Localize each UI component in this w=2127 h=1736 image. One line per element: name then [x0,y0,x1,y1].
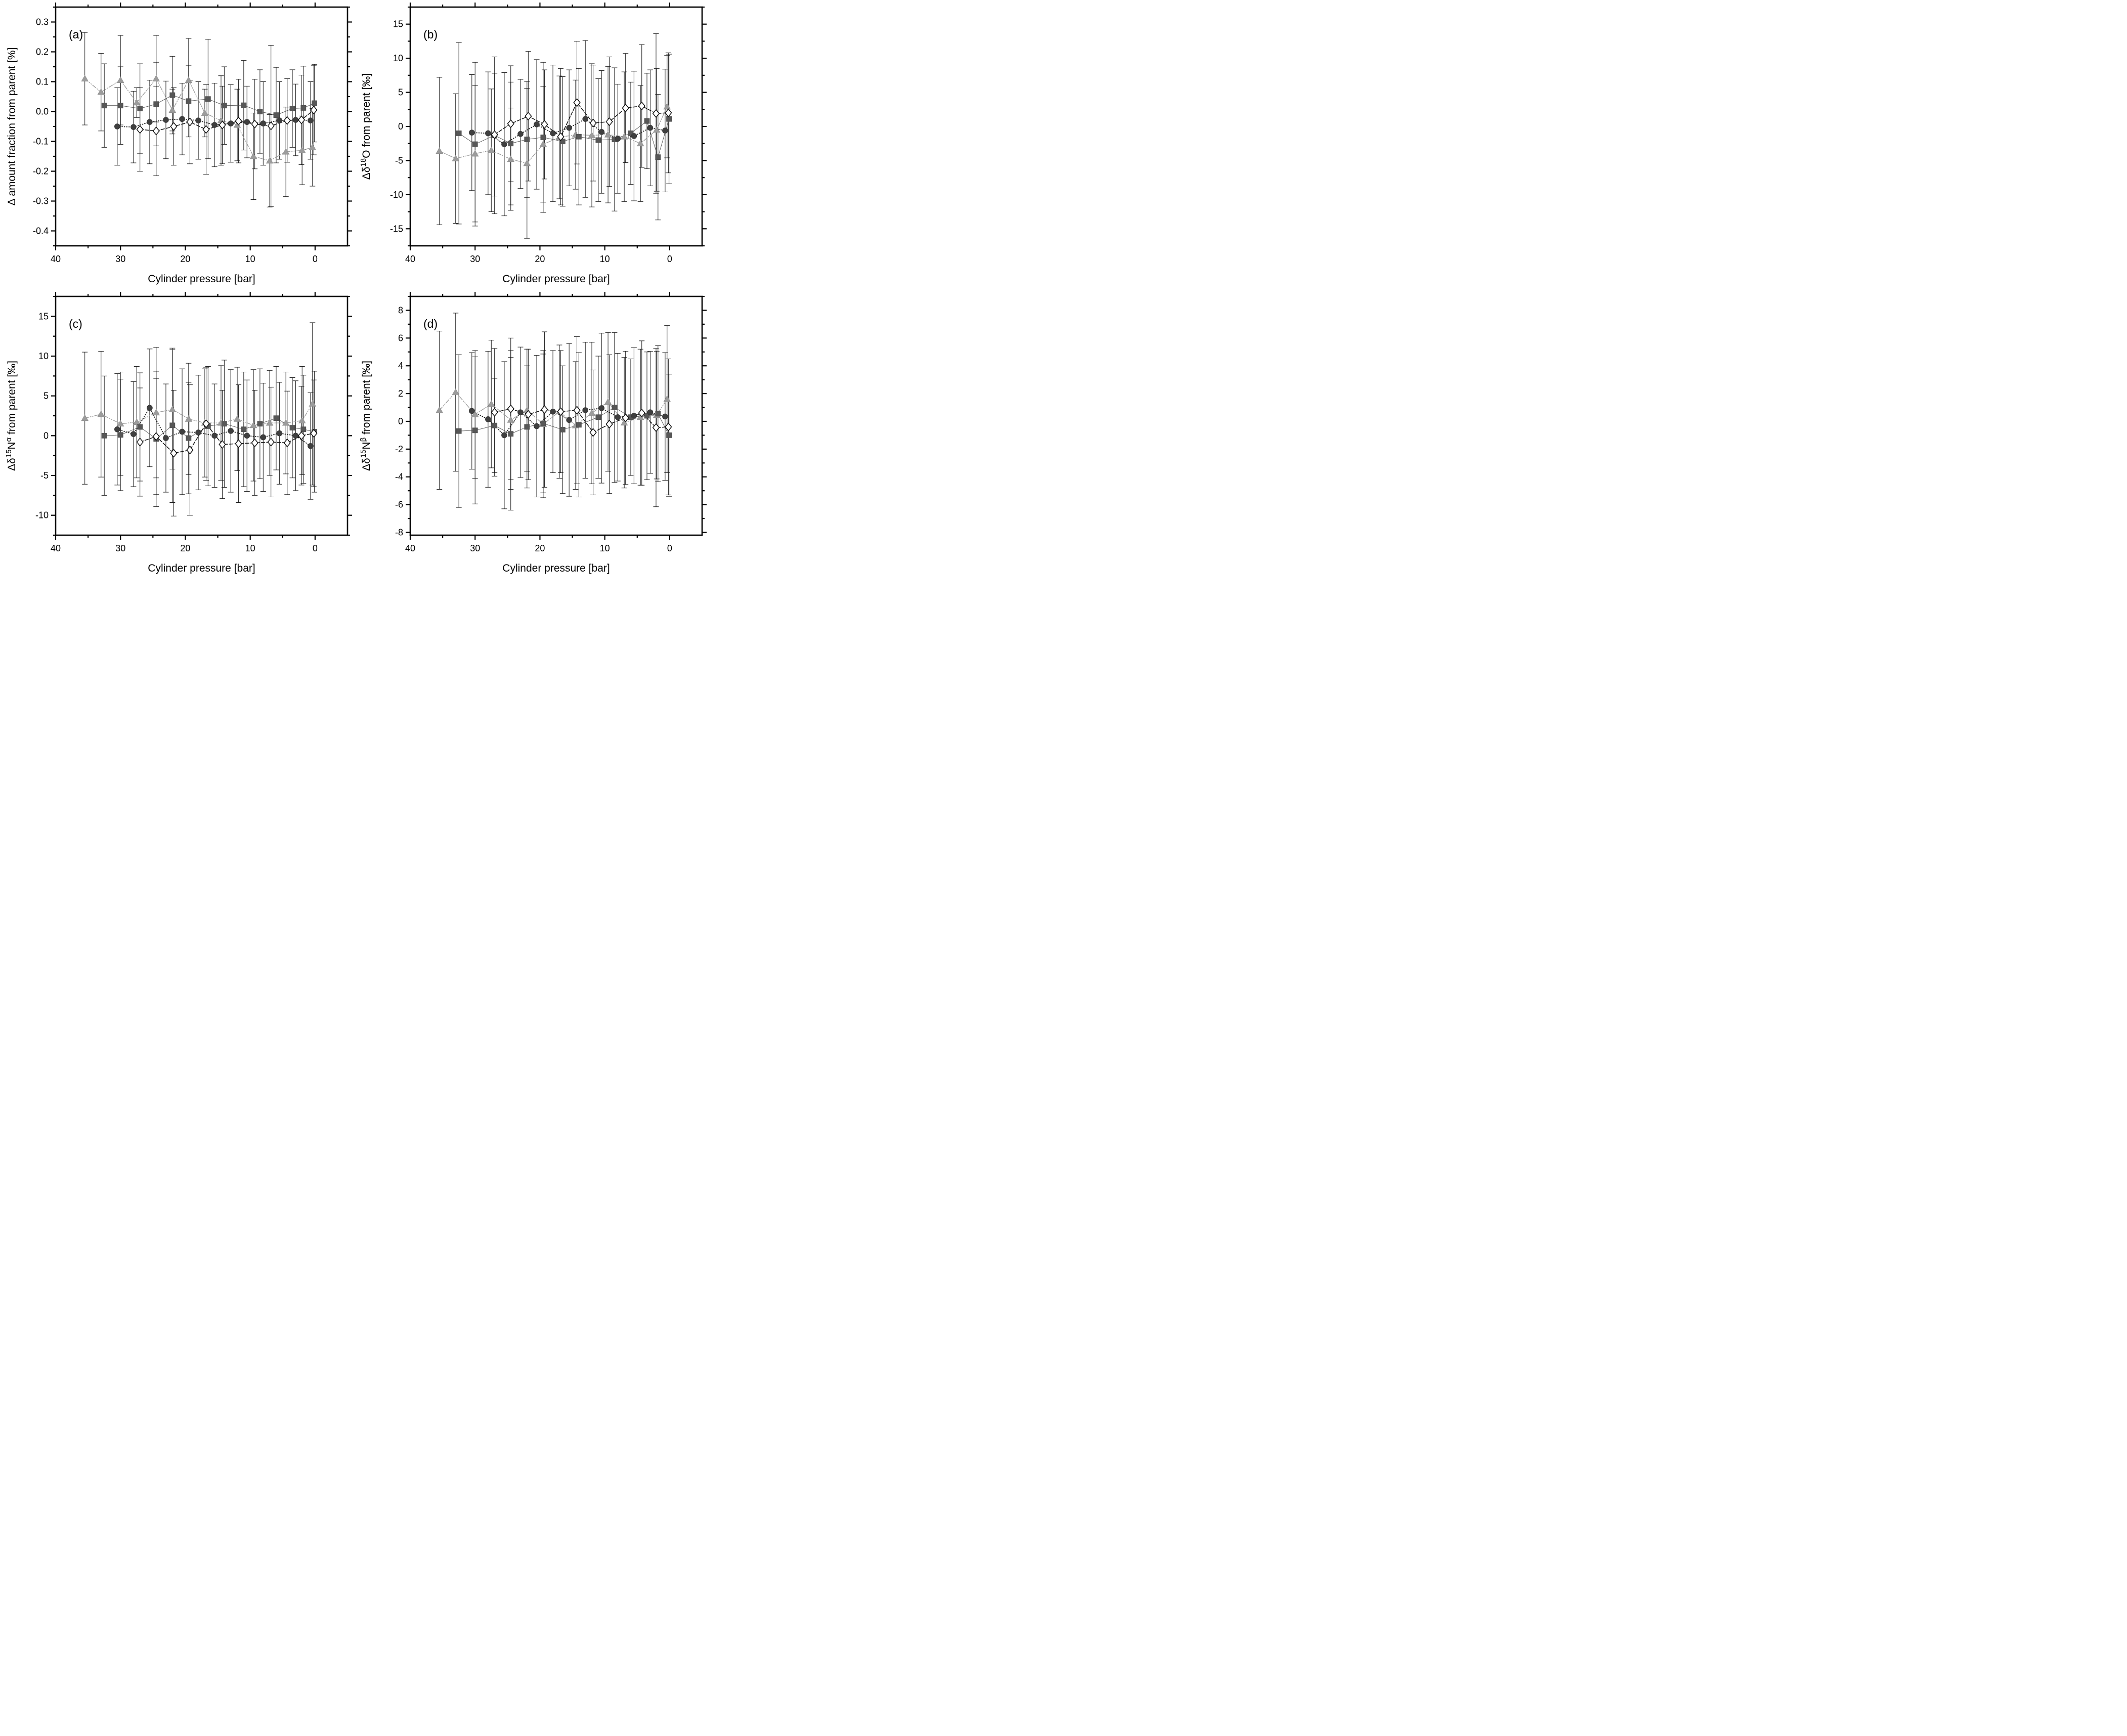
plot-border [56,7,348,246]
triangle-marker [540,141,546,147]
square-marker [222,421,227,426]
circle-marker [244,433,250,439]
square-marker [492,423,497,428]
circle-marker [663,128,668,134]
panel-c [0,289,355,579]
circle-marker [567,417,572,423]
diamond-marker [622,104,628,112]
y-tick-label: 0 [398,416,403,426]
square-marker [508,141,513,146]
triangle-marker [604,399,611,405]
circle-marker [293,117,298,123]
circle-marker [583,116,588,122]
x-tick-label: 20 [180,254,191,264]
square-marker [525,137,530,142]
square-marker [644,118,649,123]
circle-marker [180,429,185,435]
triangle-marker [664,396,670,402]
circle-marker [599,406,604,411]
y-tick-label: 8 [398,305,403,316]
circle-marker [518,410,524,415]
circle-marker [244,119,250,125]
circle-marker [663,414,668,419]
square-marker [118,432,123,438]
square-marker [541,135,546,140]
x-axis-label: Cylinder pressure [bar] [502,562,610,574]
four-panel-isotope-figure [0,0,709,579]
x-tick-label: 30 [470,254,481,264]
x-tick-label: 20 [535,254,545,264]
y-tick-label: -0.4 [32,226,49,236]
circle-series-line [472,119,665,144]
circle-marker [228,428,234,433]
panel-letter: (c) [69,317,82,330]
y-tick-label: 0 [43,430,49,441]
square-marker [274,113,279,118]
square-marker [596,415,601,420]
triangle-marker [98,89,104,95]
axis-ticks [51,292,352,540]
circle-marker [228,121,234,126]
circle-marker [631,413,637,419]
diamond-marker [606,118,612,125]
square-marker [138,424,143,429]
x-axis-label: Cylinder pressure [bar] [148,562,255,574]
triangle-marker [452,389,459,395]
square-marker [301,105,306,110]
triangle-marker [134,419,140,425]
diamond-marker [137,438,143,446]
circle-marker [114,124,120,129]
y-tick-label: -4 [395,471,403,482]
diamond-marker [590,119,596,127]
triangle-marker [588,410,595,416]
triangle-marker [507,417,514,423]
circle-marker [583,408,588,413]
circle-marker [163,436,169,441]
diamond-marker [508,405,514,413]
y-tick-label: -15 [389,224,403,234]
x-tick-label: 10 [599,543,610,553]
diamond-marker [268,122,274,129]
square-marker [170,93,175,98]
circle-series-markers [114,116,313,130]
square-marker [241,103,246,108]
square-marker [290,106,295,111]
diamond-marker [541,120,547,128]
x-tick-label: 40 [405,543,416,553]
square-marker [525,424,530,429]
x-tick-label: 30 [470,543,481,553]
circle-marker [163,117,169,123]
x-tick-label: 0 [312,543,318,553]
triangle-marker [267,420,273,426]
panel-b-chart [355,0,709,289]
diamond-error-bars [492,332,671,507]
x-tick-label: 10 [245,254,255,264]
panel-a-chart [0,0,355,289]
y-tick-label: 2 [398,388,403,399]
circle-marker [615,414,621,420]
axis-ticks [406,3,707,250]
panel-letter: (a) [69,28,83,41]
circle-marker [147,119,153,125]
circle-marker [261,121,266,126]
diamond-marker [284,439,290,447]
square-marker [257,421,263,426]
y-tick-label: -5 [40,470,49,481]
square-marker [312,101,317,106]
square-marker [301,427,306,432]
circle-marker [212,433,218,439]
triangle-series-markers [81,401,316,428]
y-axis-label: $\Delta\delta^{18}O$ from parent [‰] [359,73,372,180]
square-marker [102,433,107,438]
diamond-marker [665,109,671,116]
diamond-marker [153,127,159,135]
triangle-marker [169,406,176,412]
triangle-marker [153,75,159,81]
square-series-markers [102,416,317,442]
square-marker [138,106,143,111]
circle-marker [180,116,185,122]
square-marker [667,432,672,438]
circle-marker [534,122,540,127]
diamond-marker [251,439,257,447]
y-tick-label: 10 [393,53,403,64]
square-marker [186,99,191,104]
square-marker [274,416,279,421]
y-axis-label: $\Delta\delta^{15}N^\alpha$ from parent [‰] [5,361,18,471]
diamond-marker [268,438,274,446]
triangle-marker [185,416,192,422]
x-tick-label: 40 [405,254,416,264]
x-tick-label: 0 [312,254,318,264]
circle-marker [550,409,556,414]
circle-marker [502,432,507,438]
panel-b [355,0,709,289]
square-marker [667,116,672,121]
square-marker [596,138,601,143]
y-tick-label: 0.0 [35,106,49,117]
y-tick-label: 5 [398,87,403,98]
triangle-marker [267,157,273,163]
square-marker [102,103,107,108]
x-axis-label: Cylinder pressure [bar] [502,273,610,285]
triangle-marker [201,110,208,116]
circle-marker [502,142,507,147]
circle-marker [485,416,491,422]
diamond-marker [525,112,531,120]
triangle-marker [98,411,104,417]
circle-marker [647,125,653,131]
y-tick-label: -0.3 [32,196,49,206]
circle-marker [599,129,604,135]
y-tick-label: 10 [38,351,49,361]
square-marker [508,431,513,437]
y-axis-label: $\Delta\delta^{15}N^\beta$ from parent [‰] [359,361,372,471]
square-marker [541,421,546,426]
x-axis-label: Cylinder pressure [bar] [148,273,255,285]
square-marker [656,155,661,160]
square-marker [456,131,461,136]
diamond-marker [170,449,177,457]
diamond-error-bars [137,46,317,207]
circle-series-line [117,408,311,446]
diamond-marker [508,120,514,127]
triangle-marker [309,401,316,407]
circle-marker [114,426,120,432]
y-tick-label: -2 [395,444,403,454]
triangle-series-line [85,404,313,425]
circle-marker [485,131,491,136]
triangle-marker [604,132,611,138]
triangle-marker [524,160,530,166]
circle-series-markers [114,405,313,449]
circle-marker [567,125,572,131]
panel-d-chart [355,289,709,579]
x-tick-label: 0 [667,543,672,553]
y-tick-label: 0.2 [35,47,49,57]
panel-d [355,289,709,579]
square-marker [472,428,478,433]
circle-marker [277,118,282,123]
circle-marker [277,430,282,436]
y-tick-label: -0.1 [32,136,49,147]
x-tick-label: 40 [50,254,61,264]
panel-c-chart [0,289,355,579]
square-marker [257,109,263,114]
diamond-marker [491,409,497,416]
axis-ticks [406,292,707,540]
diamond-marker [170,122,177,130]
diamond-marker [541,406,547,413]
circle-marker [147,405,153,411]
square-marker [118,103,123,108]
triangle-marker [507,156,514,162]
triangle-marker [250,153,256,159]
square-marker [170,423,175,428]
circle-marker [631,133,637,139]
panel-letter: (b) [423,28,438,41]
circle-marker [469,130,474,136]
x-tick-label: 40 [50,543,61,553]
diamond-marker [311,106,317,114]
panel-a [0,0,355,289]
x-tick-label: 0 [667,254,672,264]
y-tick-label: -10 [389,189,403,200]
circle-marker [550,131,556,136]
triangle-marker [169,107,176,113]
x-tick-label: 30 [115,543,126,553]
y-tick-label: 0.3 [35,17,49,27]
circle-marker [615,136,621,142]
circle-marker [293,433,298,439]
y-tick-label: 0 [398,121,403,132]
diamond-marker [639,102,645,110]
y-tick-label: -8 [395,527,403,538]
y-tick-label: 15 [393,19,403,29]
diamond-marker [251,120,257,128]
x-tick-label: 30 [115,254,126,264]
square-marker [576,422,581,427]
square-marker [560,427,565,432]
triangle-marker [234,416,240,422]
y-tick-label: 5 [43,390,49,401]
circle-marker [308,443,314,449]
circle-marker [131,431,136,437]
y-tick-label: -10 [35,510,49,520]
panel-letter: (d) [423,317,438,330]
circle-marker [534,423,540,429]
square-marker [576,134,581,139]
square-marker [222,103,227,108]
y-axis-label: Δ amount fraction from parent [%] [6,47,18,206]
y-tick-label: 4 [398,361,403,371]
square-marker [656,411,661,416]
circle-marker [261,435,266,440]
square-marker [290,425,295,430]
diamond-marker [187,446,193,454]
x-tick-label: 10 [245,543,255,553]
square-marker [186,436,191,441]
y-tick-label: -5 [395,155,403,166]
x-tick-label: 20 [180,543,191,553]
triangle-marker [185,77,192,83]
axis-ticks [51,3,352,250]
y-tick-label: 0.1 [35,76,49,87]
circle-marker [518,131,524,137]
y-tick-label: 15 [38,311,49,322]
square-marker [456,428,461,433]
diamond-marker [187,118,193,126]
diamond-marker [284,117,290,124]
triangle-marker [436,148,443,154]
circle-marker [308,118,314,123]
circle-marker [196,430,201,436]
x-tick-label: 20 [535,543,545,553]
y-tick-label: -0.2 [32,166,49,177]
triangle-marker [117,77,124,83]
diamond-marker [235,440,241,447]
circle-marker [469,408,474,414]
square-marker [472,142,478,147]
y-tick-label: 6 [398,333,403,343]
x-tick-label: 10 [599,254,610,264]
diamond-marker [137,125,143,133]
square-marker [241,427,246,432]
triangle-marker [664,103,670,109]
circle-marker [196,118,201,123]
triangle-marker [309,144,316,150]
triangle-marker [488,147,495,153]
circle-marker [647,410,653,415]
triangle-marker [299,417,306,423]
circle-marker [212,122,218,128]
triangle-marker [81,75,88,81]
square-marker [612,405,617,410]
triangle-marker [488,401,495,407]
diamond-marker [606,420,612,428]
y-tick-label: -6 [395,499,403,510]
triangle-marker [637,140,644,146]
square-marker [154,102,159,107]
circle-marker [131,124,136,130]
square-marker [205,97,210,102]
